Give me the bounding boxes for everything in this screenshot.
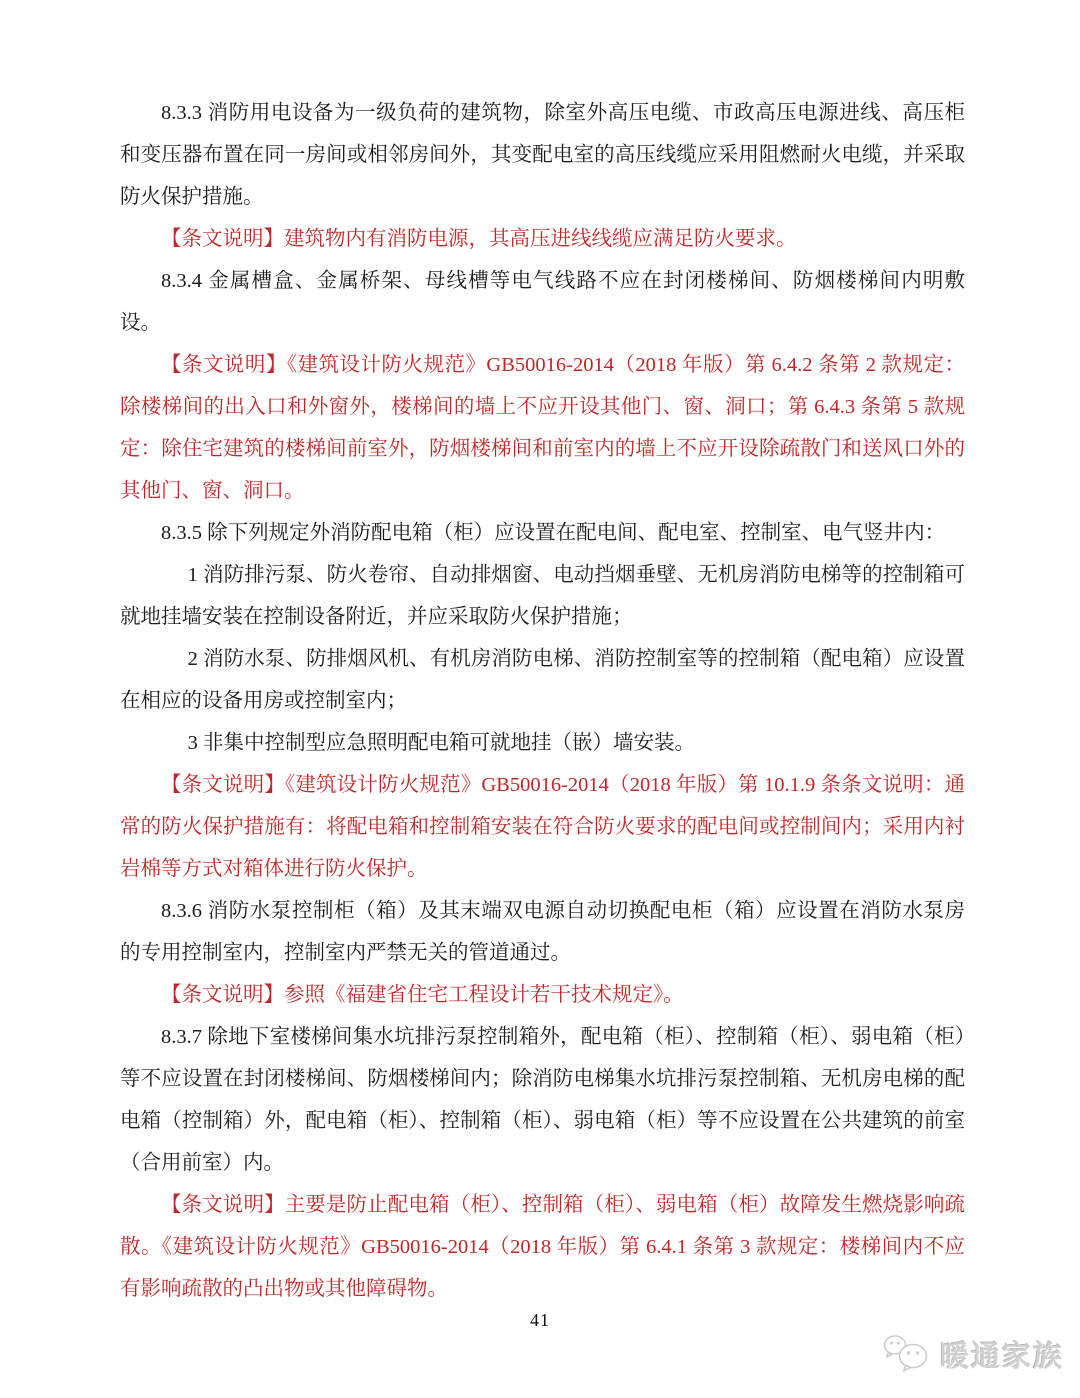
note-paragraph: 【条文说明】《建筑设计防火规范》GB50016-2014（2018 年版）第 6.4.2 条第 2 款规定：除楼梯间的出入口和外窗外，楼梯间的墙上不应开设其他门、窗、洞口；第 6.4.3 条第 5 款规定：除住宅建筑的楼梯间前室外，防烟楼梯间和前室内的墙上不应开设除疏散门和送风口外的其他门、窗、洞口。: [120, 354, 965, 502]
subitem-paragraph: 3 非集中控制型应急照明配电箱可就地挂（嵌）墙安装。: [187, 732, 696, 754]
clause-paragraph: 8.3.4 金属槽盒、金属桥架、母线槽等电气线路不应在封闭楼梯间、防烟楼梯间内明敷设。: [120, 270, 965, 334]
subitem-paragraph: 1 消防排污泵、防火卷帘、自动排烟窗、电动挡烟垂壁、无机房消防电梯等的控制箱可就地挂墙安装在控制设备附近，并应采取防火保护措施；: [120, 564, 965, 628]
document-body: [120, 92, 965, 1310]
watermark: [882, 1332, 1064, 1376]
note-paragraph: 【条文说明】参照《福建省住宅工程设计若干技术规定》。: [161, 984, 684, 1006]
clause-paragraph: 8.3.3 消防用电设备为一级负荷的建筑物，除室外高压电缆、市政高压电源进线、高压柜和变压器布置在同一房间或相邻房间外，其变配电室的高压线缆应采用阻燃耐火电缆，并采取防火保护措施。: [120, 102, 965, 208]
note-paragraph: 【条文说明】主要是防止配电箱（柜）、控制箱（柜）、弱电箱（柜）故障发生燃烧影响疏散。《建筑设计防火规范》GB50016-2014（2018 年版）第 6.4.1 条第 3 款规定：楼梯间内不应有影响疏散的凸出物或其他障碍物。: [120, 1194, 965, 1300]
subitem-paragraph: 2 消防水泵、防排烟风机、有机房消防电梯、消防控制室等的控制箱（配电箱）应设置在相应的设备用房或控制室内；: [120, 648, 965, 712]
watermark-brand-label: 暖通家族: [939, 1340, 1064, 1373]
note-paragraph: 【条文说明】《建筑设计防火规范》GB50016-2014（2018 年版）第 10.1.9 条条文说明：通常的防火保护措施有：将配电箱和控制箱安装在符合防火要求的配电间或控制间内；采用内衬岩棉等方式对箱体进行防火保护。: [120, 774, 965, 880]
page-number: 41: [530, 1310, 550, 1330]
note-paragraph: 【条文说明】建筑物内有消防电源，其高压进线线缆应满足防火要求。: [161, 228, 797, 250]
clause-paragraph: 8.3.5 除下列规定外消防配电箱（柜）应设置在配电间、配电室、控制室、电气竖井内：: [161, 522, 946, 544]
clause-paragraph: 8.3.7 除地下室楼梯间集水坑排污泵控制箱外，配电箱（柜）、控制箱（柜）、弱电箱（柜）等不应设置在封闭楼梯间、防烟楼梯间内；除消防电梯集水坑排污泵控制箱、无机房电梯的配电箱（控制箱）外，配电箱（柜）、控制箱（柜）、弱电箱（柜）等不应设置在公共建筑的前室（合用前室）内。: [120, 1026, 965, 1174]
clause-paragraph: 8.3.6 消防水泵控制柜（箱）及其末端双电源自动切换配电柜（箱）应设置在消防水泵房的专用控制室内，控制室内严禁无关的管道通过。: [120, 900, 965, 964]
wechat-icon: [882, 1332, 932, 1376]
